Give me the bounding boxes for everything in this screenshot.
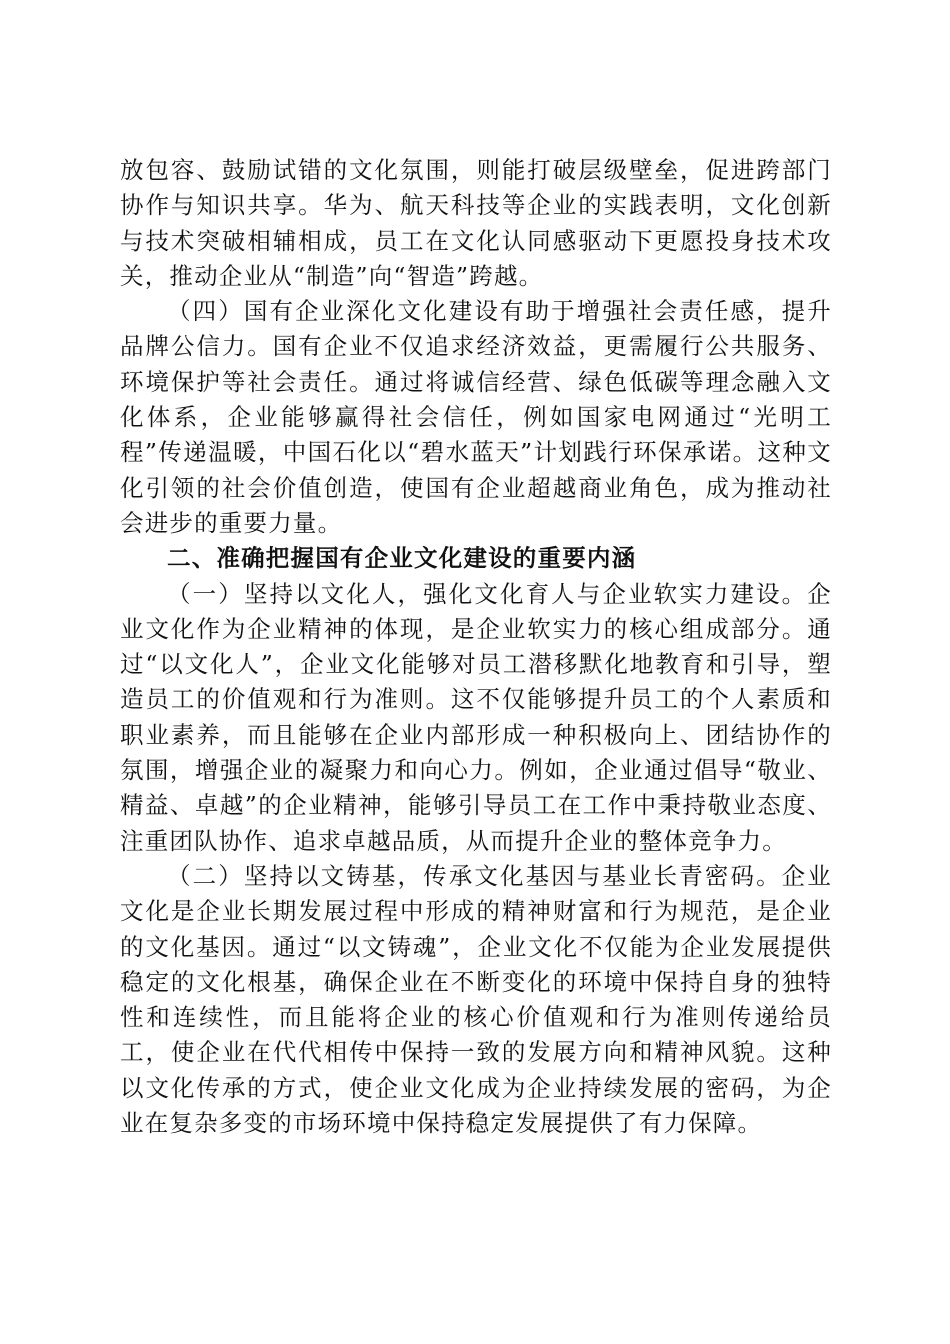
section-heading: 二、准确把握国有企业文化建设的重要内涵 [167, 544, 637, 573]
paragraph-culture-education: （一）坚持以文化人，强化文化育人与企业软实力建设。企业文化作为企业精神的体现，是企业软实力的核心组成部分。通过“以文化人”，企业文化能够对员工潜移默化地教育和引导，塑造员工的价值观和行为准则。这不仅能够提升员工的个人素质和职业素养，而且能够在企业内部形成一种积极向上、团结协作的氛围，增强企业的凝聚力和向心力。例如，企业通过倡导“敬业、精益、卓越”的企业精神，能够引导员工在工作中秉持敬业态度、注重团队协作、追求卓越品质，从而提升企业的整体竞争力。 [120, 579, 832, 855]
paragraph-culture-heritage: （二）坚持以文铸基，传承文化基因与基业长青密码。企业文化是企业长期发展过程中形成的精神财富和行为规范，是企业的文化基因。通过“以文铸魂”，企业文化不仅能为企业发展提供稳定的文化根基，确保企业在不断变化的环境中保持自身的独特性和连续性，而且能将企业的核心价值观和行为准则传递给员工，使企业在代代相传中保持一致的发展方向和精神风貌。这种以文化传承的方式，使企业文化成为企业持续发展的密码，为企业在复杂多变的市场环境中保持稳定发展提供了有力保障。 [120, 861, 832, 1138]
paragraph-continuation: 放包容、鼓励试错的文化氛围，则能打破层级壁垒，促进跨部门协作与知识共享。华为、航天科技等企业的实践表明，文化创新与技术突破相辅相成，员工在文化认同感驱动下更愿投身技术攻关，推动企业从“制造”向“智造”跨越。 [120, 156, 832, 290]
document-page [120, 153, 832, 1141]
paragraph-social-responsibility: （四）国有企业深化文化建设有助于增强社会责任感，提升品牌公信力。国有企业不仅追求经济效益，更需履行公共服务、环境保护等社会责任。通过将诚信经营、绿色低碳等理念融入文化体系，企业能够赢得社会信任，例如国家电网通过“光明工程”传递温暖，中国石化以“碧水蓝天”计划践行环保承诺。这种文化引领的社会价值创造，使国有企业超越商业角色，成为推动社会进步的重要力量。 [120, 297, 832, 537]
